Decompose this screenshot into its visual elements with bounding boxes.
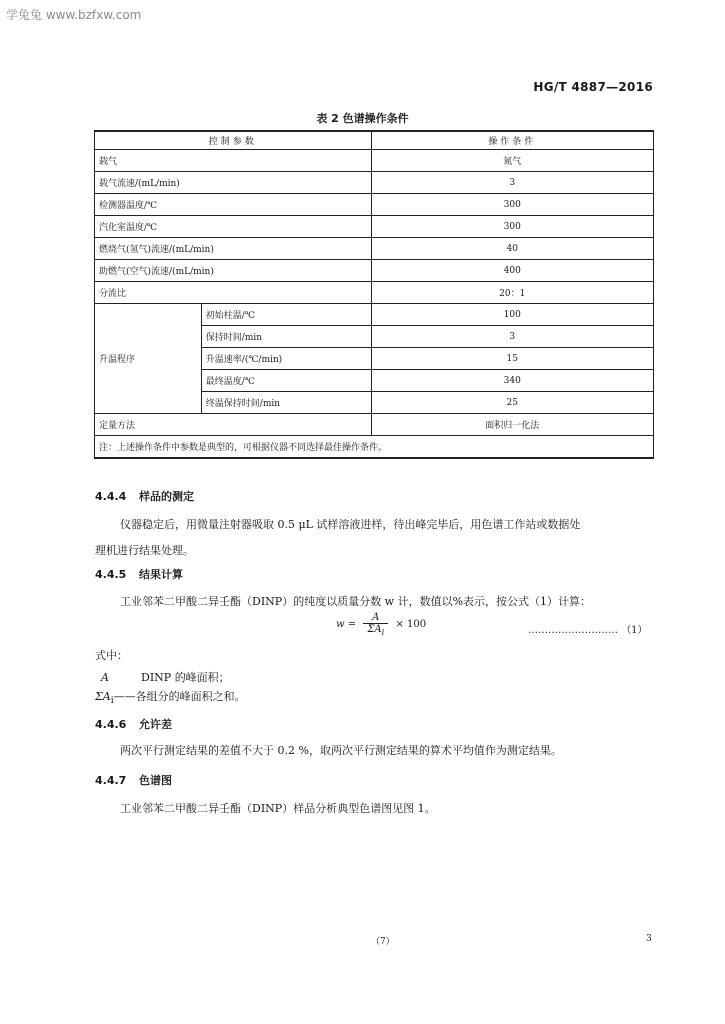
heading-4-4-7 (95, 772, 172, 788)
paragraph: 理机进行结果处理。 (95, 544, 194, 557)
table-row (95, 414, 654, 436)
row-param: 载气流速/(mL/min) (95, 172, 372, 194)
paragraph: 工业邻苯二甲酸二异壬酯（DINP）的纯度以质量分数 w 计，数值以%表示，按公式（1）计算： (120, 595, 592, 608)
heading-4-4-5 (95, 566, 183, 582)
row-param: 最终温度/℃ (201, 370, 371, 392)
definition-2: $\Sigma A_i——$各组分的峰面积之和。 (95, 690, 246, 707)
paragraph: 仪器稳定后，用微量注射器吸取 0.5 μL 试样溶液进样，待出峰完毕后，用色谱工作站或数据处 (120, 518, 581, 531)
footer-page-label: （7） (371, 937, 395, 947)
site-watermark: 学兔兔 www.bzfxw.com (6, 8, 142, 22)
row-value: 3 (371, 172, 653, 194)
heading-4-4-6 (95, 716, 172, 732)
section-number: 4.4.7 (95, 774, 127, 787)
row-param: 定量方法 (95, 414, 372, 436)
section-title: 结果计算 (139, 568, 183, 581)
row-value: 面积归一化法 (371, 414, 653, 436)
formula-fraction (363, 612, 388, 637)
row-param: 助燃气(空气)流速/(mL/min) (95, 260, 372, 282)
table-header-row (95, 131, 654, 150)
formula-1 (336, 612, 426, 637)
heading-4-4-4 (95, 488, 194, 504)
row-value: 氮气 (371, 150, 653, 172)
table-row (95, 304, 654, 326)
table-title: 表 2 色谱操作条件 (316, 112, 409, 125)
table-row (95, 172, 654, 194)
formula-denominator: $\Sigma A_i$ (367, 624, 385, 637)
operating-conditions-table (94, 130, 654, 459)
table-row (95, 260, 654, 282)
formula-numerator: A (363, 612, 388, 624)
row-value: 300 (371, 216, 653, 238)
section-number: 4.4.6 (95, 718, 127, 731)
formula-tail: × 100 (395, 619, 427, 630)
table-note: 注：上述操作条件中参数是典型的，可根据仪器不同选择最佳操作条件。 (95, 436, 654, 459)
section-title: 样品的测定 (139, 490, 194, 503)
row-param: 燃烧气(氢气)流速/(mL/min) (95, 238, 372, 260)
header-parameter: 控制参数 (95, 131, 372, 150)
header-condition: 操作条件 (371, 131, 653, 150)
row-param: 载气 (95, 150, 372, 172)
program-label: 升温程序 (95, 304, 202, 414)
paragraph: 工业邻苯二甲酸二异壬酯（DINP）样品分析典型色谱图见图 1。 (120, 802, 436, 815)
table-row (95, 238, 654, 260)
table-row (95, 216, 654, 238)
row-value: 400 (371, 260, 653, 282)
row-param: 分流比 (95, 282, 372, 304)
row-param: 检测器温度/℃ (95, 194, 372, 216)
row-param: 升温速率/(℃/min) (201, 348, 371, 370)
section-number: 4.4.5 (95, 568, 127, 581)
footer-page-number: 3 (646, 934, 652, 944)
row-value: 3 (371, 326, 653, 348)
row-value: 20：1 (371, 282, 653, 304)
where-label: 式中： (95, 649, 128, 662)
row-value: 40 (371, 238, 653, 260)
row-param: 保持时间/min (201, 326, 371, 348)
paragraph: 两次平行测定结果的差值不大于 0.2 %，取两次平行测定结果的算术平均值作为测定结果。 (120, 744, 562, 757)
row-value: 340 (371, 370, 653, 392)
row-value: 100 (371, 304, 653, 326)
table-row (95, 150, 654, 172)
row-param: 终温保持时间/min (201, 392, 371, 414)
section-title: 色谱图 (139, 774, 172, 787)
row-value: 15 (371, 348, 653, 370)
section-title: 允许差 (139, 718, 172, 731)
row-value: 300 (371, 194, 653, 216)
standard-code: HG/T 4887—2016 (533, 80, 653, 94)
table-row (95, 194, 654, 216)
table-row (95, 282, 654, 304)
row-param: 汽化室温度/℃ (95, 216, 372, 238)
row-value: 25 (371, 392, 653, 414)
row-param: 初始柱温/℃ (201, 304, 371, 326)
table-note-row (95, 436, 654, 459)
definition-1: A DINP 的峰面积； (101, 671, 230, 684)
section-number: 4.4.4 (95, 490, 127, 503)
formula-lhs: w = (336, 619, 357, 630)
equation-number: ……………………… （1） (528, 625, 648, 636)
